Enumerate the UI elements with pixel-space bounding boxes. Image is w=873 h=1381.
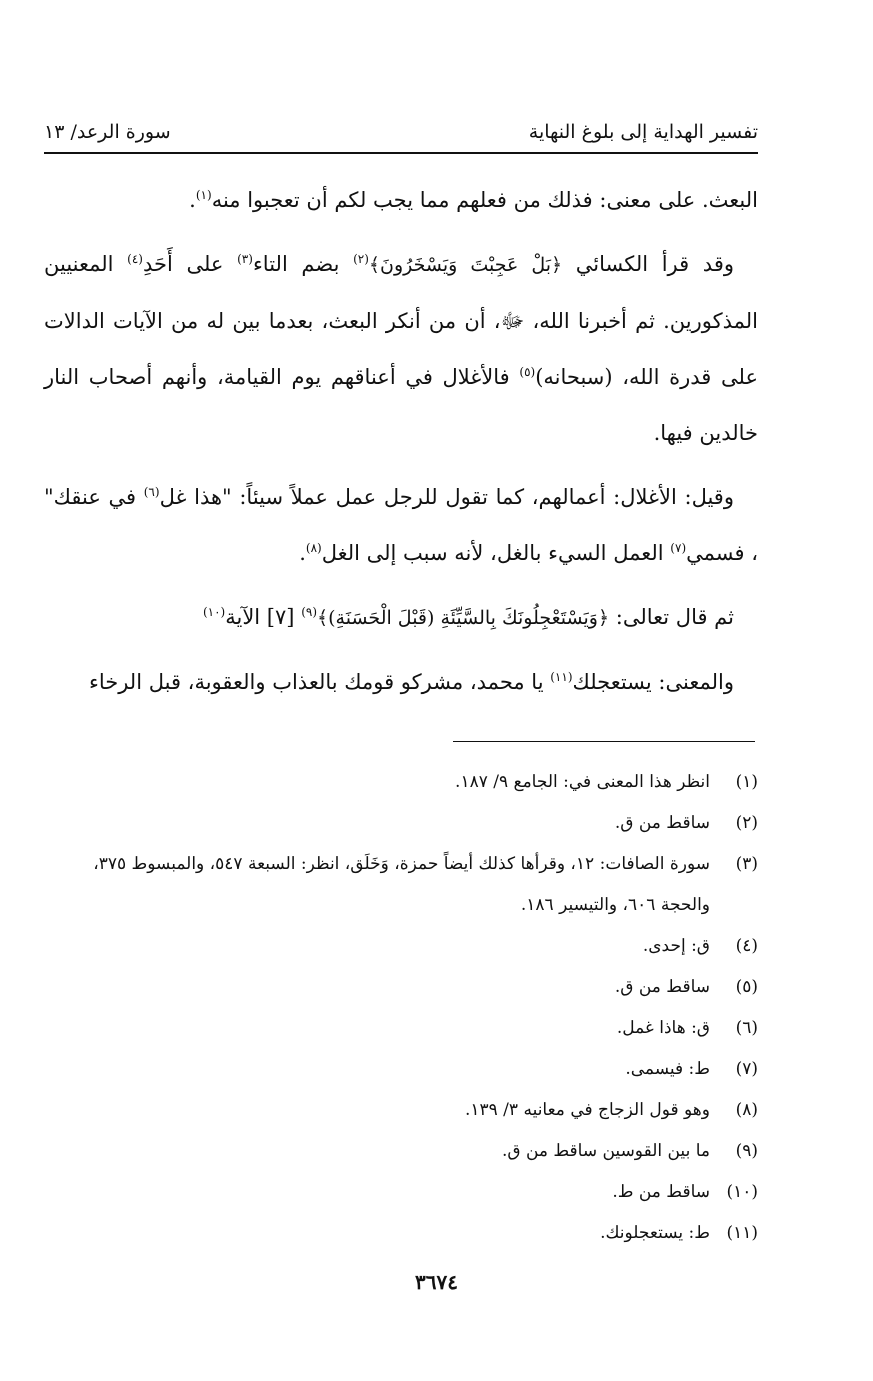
footnote-text: ساقط من ق. — [614, 977, 710, 997]
footnote-item — [44, 967, 758, 1008]
footnote-text: انظر هذا المعنى في: الجامع ٩/ ١٨٧. — [455, 772, 710, 792]
footnote-ref: (٦) — [143, 485, 160, 499]
footnote-ref: (٥) — [519, 365, 536, 379]
footnote-ref: (١) — [195, 188, 212, 202]
footnote-ref: (٢) — [353, 252, 369, 266]
footnote-ref: (٧) — [670, 541, 687, 555]
paragraph-2: وقد قرأ الكسائي ﴿بَلْ عَجِبْتَ وَيَسْخَرُونَ﴾$^{(٢)}$ بضم التاء$^{(٣)}$ على أَحَدِ$^{(٤)}$ المعنيين المذكورين. ثم أخبرنا الله، ﷻ، أن من أنكر البعث، بعدما بين له من الآيات الدالات على قدرة الله، (سبحانه)$^{(٥)}$ فالأغلال في أعناقهم يوم القيامة، وأنهم أصحاب النار خالدين فيها. — [44, 252, 758, 445]
footnote-number: (٤) — [735, 936, 758, 956]
footnote-item — [44, 803, 758, 844]
footnote-ref: (٨) — [305, 541, 322, 555]
footnote-text: ساقط من ط. — [612, 1182, 710, 1202]
footnote-item — [44, 1213, 758, 1254]
footnote-text: سورة الصافات: ١٢، وقرأها كذلك أيضاً حمزة، وَخَلَق، انظر: السبعة ٥٤٧، والمبسوط ٣٧٥، والحجة ٦٠٦، والتيسير ١٨٦. — [93, 854, 710, 915]
footnote-text: ما بين القوسين ساقط من ق. — [501, 1141, 710, 1161]
footnote-ref: (١٠) — [202, 605, 226, 619]
footnote-text: ق: إحدى. — [642, 936, 710, 956]
footnote-number: (٨) — [735, 1100, 758, 1120]
footnote-number: (٣) — [735, 854, 758, 874]
footnote-number: (٢) — [735, 813, 758, 833]
footnote-item — [44, 1008, 758, 1049]
footnote-text: ط: يستعجلونك. — [600, 1223, 710, 1243]
footnote-number: (٩) — [735, 1141, 758, 1161]
footnote-separator — [453, 741, 755, 742]
footnote-text: ط: فيسمى. — [625, 1059, 710, 1079]
footnote-item — [44, 844, 758, 926]
page-number: ٣٦٧٤ — [415, 1270, 458, 1294]
paragraph-4: ثم قال تعالى: ﴿وَيَسْتَعْجِلُونَكَ بِالسَّيِّئَةِ (قَبْلَ الْحَسَنَةِ)﴾$^{(٩)}$ [٧] الآية$^{(١٠)}$ — [202, 605, 734, 629]
footnotes-list — [44, 762, 758, 1254]
paragraph-5: والمعنى: يستعجلك$^{(١١)}$ يا محمد، مشركو قومك بالعذاب والعقوبة، قبل الرخاء — [88, 670, 734, 694]
running-header — [44, 112, 758, 154]
quran-verse: ﴿بَلْ عَجِبْتَ وَيَسْخَرُونَ﴾ — [368, 254, 563, 276]
footnote-ref: (١١) — [550, 670, 573, 684]
footnote-text: ساقط من ق. — [614, 813, 710, 833]
footnote-number: (٥) — [735, 977, 758, 997]
footnote-text: وهو قول الزجاج في معانيه ٣/ ١٣٩. — [464, 1100, 710, 1120]
paragraph-1: البعث. على معنى: فذلك من فعلهم مما يجب لكم أن تعجبوا منه$^{(١)}$. — [189, 188, 758, 212]
footnote-number: (١٠) — [726, 1182, 758, 1202]
footnote-number: (١١) — [726, 1223, 758, 1243]
footnote-text: ق: هاذا غمل. — [616, 1018, 710, 1038]
main-text — [44, 172, 758, 718]
footnote-item — [44, 1131, 758, 1172]
book-title: تفسير الهداية إلى بلوغ النهاية — [528, 121, 758, 143]
footnote-number: (٧) — [735, 1059, 758, 1079]
footnote-ref: (٣) — [237, 252, 253, 266]
footnote-ref: (٤) — [127, 252, 143, 266]
paragraph-3: وقيل: الأغلال: أعمالهم، كما تقول للرجل عمل عملاً سيئاً: "هذا غل$^{(٦)}$ في عنقك" ، فسمي$^{(٧)}$ العمل السيء بالغل، لأنه سبب إلى الغل$^{(٨)}$. — [44, 485, 758, 565]
footnote-item — [44, 1049, 758, 1090]
footnote-number: (٦) — [735, 1018, 758, 1038]
footnote-number: (١) — [735, 772, 758, 792]
footnote-ref: (٩) — [301, 605, 318, 619]
quran-verse: ﴿وَيَسْتَعْجِلُونَكَ بِالسَّيِّئَةِ (قَبْلَ الْحَسَنَةِ)﴾ — [317, 607, 610, 629]
footnote-item — [44, 926, 758, 967]
footnote-item — [44, 1090, 758, 1131]
footnote-item — [44, 1172, 758, 1213]
footnote-item — [44, 762, 758, 803]
surah-reference: سورة الرعد/ ١٣ — [44, 121, 171, 143]
